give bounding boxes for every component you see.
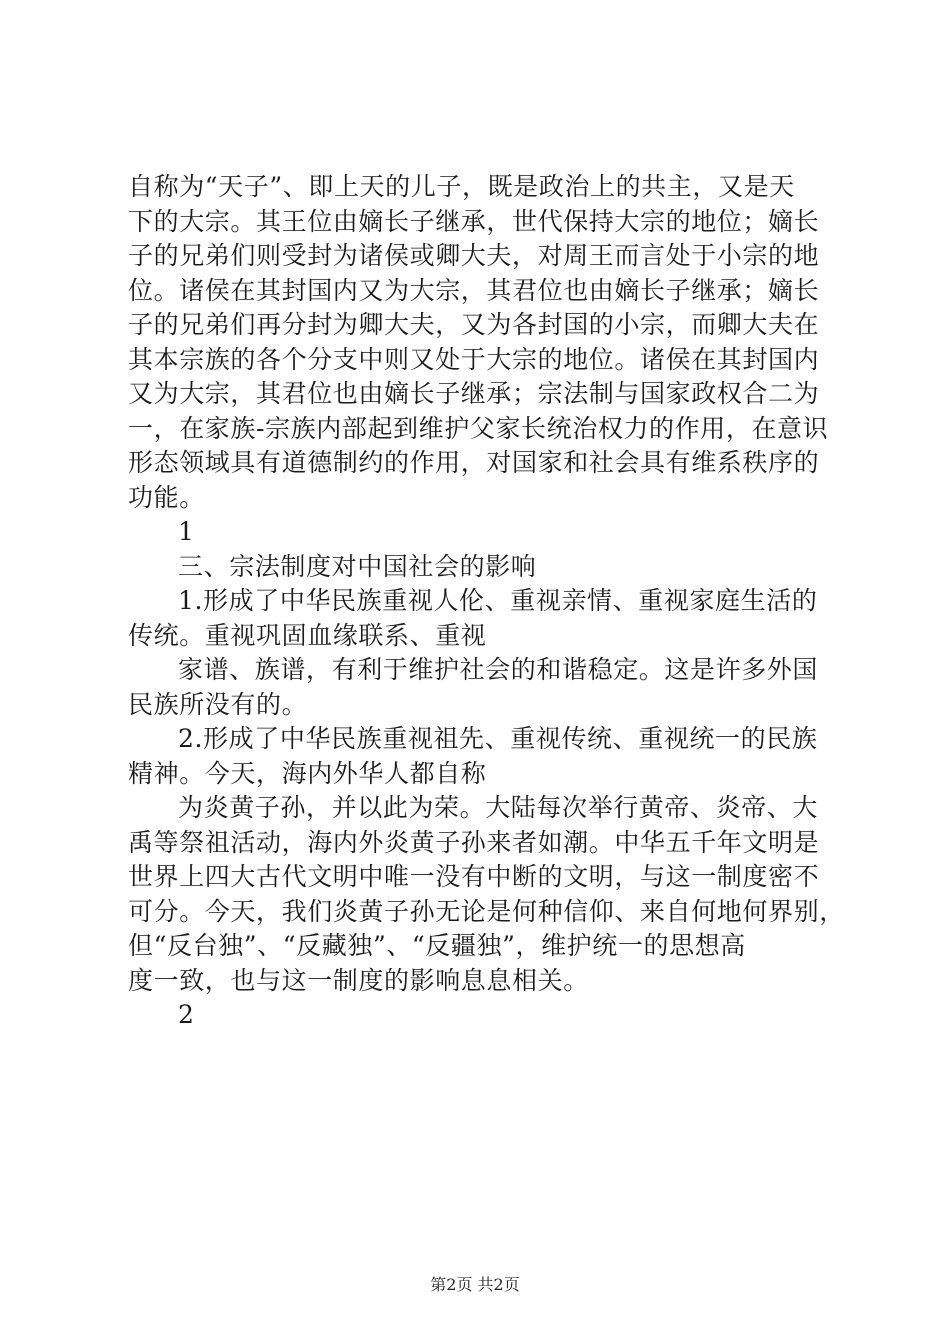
- text-line: 又为大宗，其君位也由嫡长子继承；宗法制与国家政权合二为: [128, 379, 820, 408]
- page-footer: 第2页 共2页: [430, 1275, 520, 1294]
- text-line: 世界上四大古代文明中唯一没有中断的文明，与这一制度密不: [128, 862, 820, 891]
- text-line: 精神。今天，海内外华人都自称: [128, 758, 487, 788]
- text-line: 其本宗族的各个分支中则又处于大宗的地位。诸侯在其封国内: [128, 344, 820, 374]
- section-heading: 三、宗法制度对中国社会的影响: [178, 551, 537, 581]
- text-line: 功能。: [128, 482, 205, 512]
- page-marker: 2: [178, 1000, 195, 1029]
- body-text: [128, 170, 845, 1033]
- text-line: 2.形成了中华民族重视祖先、重视传统、重视统一的民族: [178, 724, 818, 753]
- text-line: 子的兄弟们则受封为诸侯或卿大夫，对周王而言处于小宗的地: [128, 241, 820, 270]
- text-line: 一，在家族-宗族内部起到维护父家长统治权力的作用，在意识: [128, 413, 829, 443]
- text-line: 1.形成了中华民族重视人伦、重视亲情、重视家庭生活的: [178, 586, 818, 615]
- text-line: 位。诸侯在其封国内又为大宗，其君位也由嫡长子继承；嫡长: [128, 275, 820, 305]
- text-line: 形态领域具有道德制约的作用，对国家和社会具有维系秩序的: [128, 448, 820, 477]
- text-line: 民族所没有的。: [128, 689, 308, 719]
- text-line: 度一致，也与这一制度的影响息息相关。: [128, 965, 589, 995]
- text-line: 子的兄弟们再分封为卿大夫，又为各封国的小宗，而卿大夫在: [128, 310, 820, 339]
- text-line: 传统。重视巩固血缘联系、重视: [128, 620, 487, 650]
- text-line: 家谱、族谱，有利于维护社会的和谐稳定。这是许多外国: [178, 655, 819, 684]
- page-marker: 1: [178, 517, 195, 546]
- text-line: 可分。今天，我们炎黄子孙无论是何种信仰、来自何地何界别，: [128, 896, 845, 926]
- text-line: 为炎黄子孙，并以此为荣。大陆每次举行黄帝、炎帝、大: [178, 793, 819, 822]
- text-line: 自称为“天子”、即上天的儿子，既是政治上的共主，又是天: [128, 172, 795, 201]
- text-line: 下的大宗。其王位由嫡长子继承，世代保持大宗的地位；嫡长: [128, 206, 820, 236]
- text-line: 禹等祭祖活动，海内外炎黄子孙来者如潮。中华五千年文明是: [128, 827, 820, 857]
- text-line: 但“反台独”、“反藏独”、“反疆独”，维护统一的思想高: [128, 931, 746, 960]
